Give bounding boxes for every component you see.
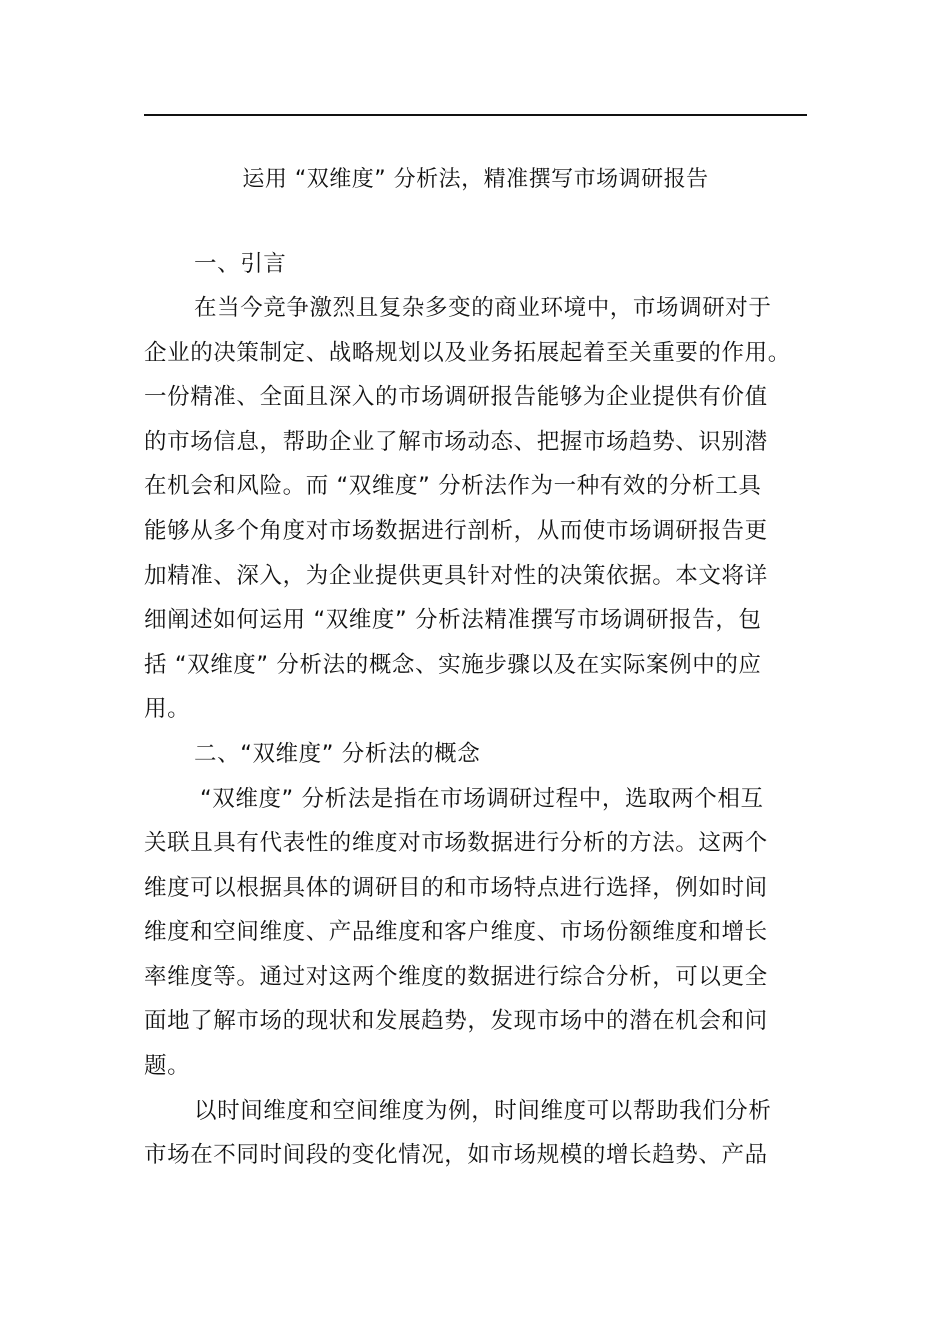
paragraph-line: 在机会和风险。而 “双维度” 分析法作为一种有效的分析工具: [144, 473, 762, 499]
paragraph-line: 细阐述如何运用 “双维度” 分析法精准撰写市场调研报告，包: [144, 607, 762, 633]
paragraph-line: 一份精准、全面且深入的市场调研报告能够为企业提供有价值: [144, 384, 768, 410]
document-title: 运用 “双维度” 分析法，精准撰写市场调研报告: [242, 167, 709, 192]
paragraph-line: 用。: [144, 696, 191, 722]
paragraph-line: 企业的决策制定、战略规划以及业务拓展起着至关重要的作用。: [144, 340, 791, 366]
paragraph-line: 面地了解市场的现状和发展趋势，发现市场中的潜在机会和问: [144, 1008, 768, 1034]
section-heading-concept: 二、“双维度” 分析法的概念: [194, 741, 481, 767]
paragraph-line: 维度和空间维度、产品维度和客户维度、市场份额维度和增长: [144, 919, 768, 945]
paragraph-line: 关联且具有代表性的维度对市场数据进行分析的方法。这两个: [144, 830, 768, 856]
paragraph-line: 维度可以根据具体的调研目的和市场特点进行选择，例如时间: [144, 875, 768, 901]
paragraph-line: 加精准、深入，为企业提供更具针对性的决策依据。本文将详: [144, 563, 768, 589]
paragraph-line: 的市场信息，帮助企业了解市场动态、把握市场趋势、识别潜: [144, 429, 768, 455]
header-rule: [144, 114, 807, 116]
paragraph-line: 以时间维度和空间维度为例，时间维度可以帮助我们分析: [194, 1098, 772, 1124]
section-heading-introduction: 一、引言: [194, 251, 287, 277]
paragraph-line: 市场在不同时间段的变化情况，如市场规模的增长趋势、产品: [144, 1142, 768, 1168]
paragraph-line: 在当今竞争激烈且复杂多变的商业环境中，市场调研对于: [194, 295, 772, 321]
paragraph-line: 率维度等。通过对这两个维度的数据进行综合分析，可以更全: [144, 964, 768, 990]
paragraph-line: 能够从多个角度对市场数据进行剖析，从而使市场调研报告更: [144, 518, 768, 544]
paragraph-line: 括 “双维度” 分析法的概念、实施步骤以及在实际案例中的应: [144, 652, 762, 678]
paragraph-line: 题。: [144, 1053, 191, 1079]
paragraph-line: “双维度” 分析法是指在市场调研过程中，选取两个相互: [200, 786, 764, 812]
